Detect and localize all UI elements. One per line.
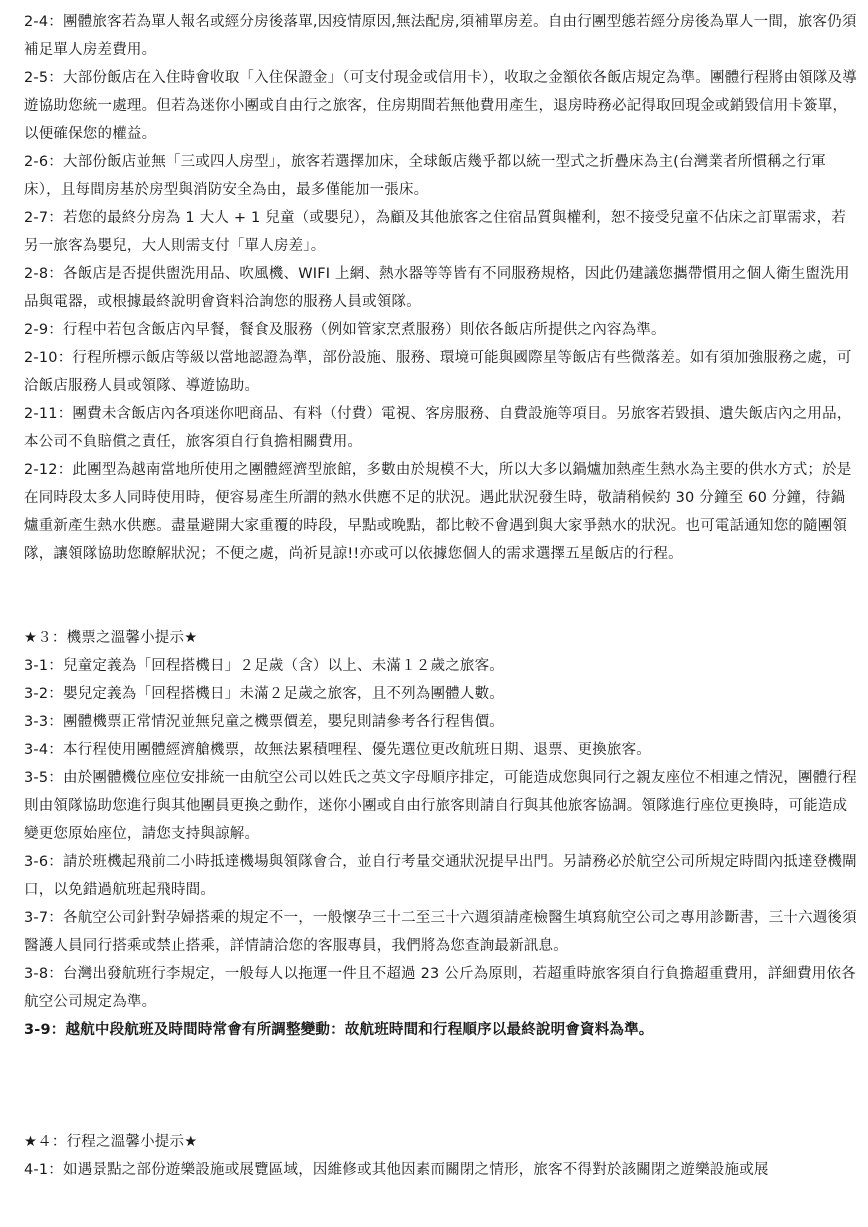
item-number: 2-6 bbox=[24, 154, 49, 170]
list-item: 3-7：各航空公司針對孕婦搭乘的規定不一，一般懷孕三十二至三十六週須請產檢醫生填寫航空公司之專用診斷書，三十六週後須醫護人員同行搭乘或禁止搭乘，詳情請洽您的客服專員，我們將為您查詢最新訊息。 bbox=[24, 910, 857, 954]
item-text: 團體旅客若為單人報名或經分房後落單,因疫情原因,無法配房,須補單房差。自由行團型態若經分房後為單人一間，旅客仍須補足單人房差費用。 bbox=[24, 14, 857, 58]
item-text: 行程中若包含飯店內早餐，餐食及服務（例如管家烹煮服務）則依各飯店所提供之內容為準。 bbox=[63, 322, 666, 338]
item-number: 2-5 bbox=[24, 70, 49, 86]
section2-list bbox=[24, 8, 860, 568]
list-item: 2-6：大部份飯店並無「三或四人房型」，旅客若選擇加床，全球飯店幾乎都以統一型式之折疊床為主(台灣業者所慣稱之行軍床），且每間房基於房型與消防安全為由，最多僅能加一張床。 bbox=[24, 154, 827, 198]
item-number: 2-12 bbox=[24, 462, 58, 478]
list-item: 4-1：如遇景點之部份遊樂設施或展覽區域，因維修或其他因素而關閉之情形，旅客不得對於該關閉之遊樂設施或展 bbox=[24, 1162, 769, 1178]
item-number: 4-1 bbox=[24, 1162, 49, 1178]
list-item: 3-5：由於團體機位座位安排統一由航空公司以姓氏之英文字母順序排定，可能造成您與同行之親友座位不相連之情況，團體行程則由領隊協助您進行與其他團員更換之動作，迷你小團或自由行旅客則請自行與其他旅客協調。領隊進行座位更換時，可能造成變更您原始座位，請您支持與諒解。 bbox=[24, 770, 857, 842]
item-number: 2-10 bbox=[24, 350, 58, 366]
list-item: 3-1：兒童定義為「回程搭機日」２足歲（含）以上、未滿１２歲之旅客。 bbox=[24, 658, 504, 674]
item-number: 3-8 bbox=[24, 966, 49, 982]
item-number: 3-3 bbox=[24, 714, 49, 730]
item-text: 各飯店是否提供盥洗用品、吹風機、WIFI 上網、熱水器等等皆有不同服務規格，因此仍建議您攜帶慣用之個人衛生盥洗用品與電器，或根據最終說明會資料洽詢您的服務人員或領隊。 bbox=[24, 266, 850, 310]
list-item: 2-4：團體旅客若為單人報名或經分房後落單,因疫情原因,無法配房,須補單房差。自由行團型態若經分房後為單人一間，旅客仍須補足單人房差費用。 bbox=[24, 14, 857, 58]
document-page bbox=[24, 8, 860, 1184]
list-item: 2-7：若您的最終分房為 1 大人 + 1 兒童（或嬰兒），為顧及其他旅客之住宿品質與權利，恕不接受兒童不佔床之訂單需求，若另一旅客為嬰兒，大人則需支付「單人房差」。 bbox=[24, 210, 846, 254]
item-text: 越航中段航班及時間時常會有所調整變動：故航班時間和行程順序以最終說明會資料為準。 bbox=[65, 1022, 654, 1038]
item-number: 3-2 bbox=[24, 686, 49, 702]
spacer bbox=[24, 568, 860, 624]
item-number: 3-5 bbox=[24, 770, 49, 786]
item-number: 2-7 bbox=[24, 210, 49, 226]
list-item: 2-9：行程中若包含飯店內早餐，餐食及服務（例如管家烹煮服務）則依各飯店所提供之內容為準。 bbox=[24, 322, 666, 338]
item-number: 2-4 bbox=[24, 14, 49, 30]
list-item: 2-11：團費未含飯店內各項迷你吧商品、有料（付費）電視、客房服務、自費設施等項目。另旅客若毀損、遺失飯店內之用品，本公司不負賠償之責任，旅客須自行負擔相關費用。 bbox=[24, 406, 852, 450]
item-text: 本行程使用團體經濟艙機票，故無法累積哩程、優先選位更改航班日期、退票、更換旅客。 bbox=[63, 742, 651, 758]
item-number: 3-7 bbox=[24, 910, 49, 926]
item-number: 3-1 bbox=[24, 658, 49, 674]
item-number: 3-9 bbox=[24, 1022, 51, 1038]
list-item: 3-9：越航中段航班及時間時常會有所調整變動：故航班時間和行程順序以最終說明會資料為準。 bbox=[24, 1022, 654, 1038]
list-item: 2-10：行程所標示飯店等級以當地認證為準，部份設施、服務、環境可能與國際星等飯店有些微落差。如有須加強服務之處，可洽飯店服務人員或領隊、導遊協助。 bbox=[24, 350, 852, 394]
item-number: 2-9 bbox=[24, 322, 49, 338]
item-number: 3-4 bbox=[24, 742, 49, 758]
item-text: 團費未含飯店內各項迷你吧商品、有料（付費）電視、客房服務、自費設施等項目。另旅客若毀損、遺失飯店內之用品，本公司不負賠償之責任，旅客須自行負擔相關費用。 bbox=[24, 406, 852, 450]
section-title: ★４：行程之溫馨小提示★ bbox=[24, 1134, 198, 1150]
item-text: 行程所標示飯店等級以當地認證為準，部份設施、服務、環境可能與國際星等飯店有些微落差。如有須加強服務之處，可洽飯店服務人員或領隊、導遊協助。 bbox=[24, 350, 852, 394]
item-number: 3-6 bbox=[24, 854, 49, 870]
item-text: 大部份飯店並無「三或四人房型」，旅客若選擇加床，全球飯店幾乎都以統一型式之折疊床為主(台灣業者所慣稱之行軍床），且每間房基於房型與消防安全為由，最多僅能加一張床。 bbox=[24, 154, 827, 198]
section-title: ★３：機票之溫馨小提示★ bbox=[24, 630, 198, 646]
list-item: 2-8：各飯店是否提供盥洗用品、吹風機、WIFI 上網、熱水器等等皆有不同服務規格，因此仍建議您攜帶慣用之個人衛生盥洗用品與電器，或根據最終說明會資料洽詢您的服務人員或領隊。 bbox=[24, 266, 850, 310]
item-text: 此團型為越南當地所使用之團體經濟型旅館，多數由於規模不大，所以大多以鍋爐加熱產生熱水為主要的供水方式；於是在同時段太多人同時使用時，便容易產生所謂的熱水供應不足的狀況。遇此狀況發生時，敬請稍候約 30 分鐘至 60 分鐘，待鍋爐重新產生熱水供應。盡量避開大家重覆的時段，早點或晚點，都比較不會遇到與大家爭熱水的狀況。也可電話通知您的隨團領隊，讓領隊協助您瞭解狀況；不便之處，尚祈見諒!!亦或可以依據您個人的需求選擇五星飯店的行程。 bbox=[24, 462, 852, 562]
item-number: 2-8 bbox=[24, 266, 49, 282]
list-item: 3-3：團體機票正常情況並無兒童之機票價差，嬰兒則請參考各行程售價。 bbox=[24, 714, 504, 730]
item-text: 請於班機起飛前二小時抵達機場與領隊會合，並自行考量交通狀況提早出門。另請務必於航空公司所規定時間內抵達登機閘口，以免錯過航班起飛時間。 bbox=[24, 854, 857, 898]
item-number: 2-11 bbox=[24, 406, 58, 422]
spacer bbox=[24, 1044, 860, 1128]
section3 bbox=[24, 624, 860, 1044]
item-text: 各航空公司針對孕婦搭乘的規定不一，一般懷孕三十二至三十六週須請產檢醫生填寫航空公司之專用診斷書，三十六週後須醫護人員同行搭乘或禁止搭乘，詳情請洽您的客服專員，我們將為您查詢最新訊息。 bbox=[24, 910, 857, 954]
item-text: 由於團體機位座位安排統一由航空公司以姓氏之英文字母順序排定，可能造成您與同行之親友座位不相連之情況，團體行程則由領隊協助您進行與其他團員更換之動作，迷你小團或自由行旅客則請自行與其他旅客協調。領隊進行座位更換時，可能造成變更您原始座位，請您支持與諒解。 bbox=[24, 770, 857, 842]
list-item: 2-12：此團型為越南當地所使用之團體經濟型旅館，多數由於規模不大，所以大多以鍋爐加熱產生熱水為主要的供水方式；於是在同時段太多人同時使用時，便容易產生所謂的熱水供應不足的狀況。遇此狀況發生時，敬請稍候約 30 分鐘至 60 分鐘，待鍋爐重新產生熱水供應。盡量避開大家重覆的時段，早點或晚點，都比較不會遇到與大家爭熱水的狀況。也可電話通知您的隨團領隊，讓領隊協助您瞭解狀況；不便之處，尚祈見諒!!亦或可以依據您個人的需求選擇五星飯店的行程。 bbox=[24, 462, 852, 562]
item-text: 團體機票正常情況並無兒童之機票價差，嬰兒則請參考各行程售價。 bbox=[63, 714, 504, 730]
section4 bbox=[24, 1128, 860, 1184]
item-text: 如遇景點之部份遊樂設施或展覽區域，因維修或其他因素而關閉之情形，旅客不得對於該關閉之遊樂設施或展 bbox=[63, 1162, 769, 1178]
list-item: 3-4：本行程使用團體經濟艙機票，故無法累積哩程、優先選位更改航班日期、退票、更換旅客。 bbox=[24, 742, 651, 758]
list-item: 3-8：台灣出發航班行李規定，一般每人以拖運一件且不超過 23 公斤為原則，若超重時旅客須自行負擔超重費用，詳細費用依各航空公司規定為準。 bbox=[24, 966, 856, 1010]
list-item: 3-6：請於班機起飛前二小時抵達機場與領隊會合，並自行考量交通狀況提早出門。另請務必於航空公司所規定時間內抵達登機閘口，以免錯過航班起飛時間。 bbox=[24, 854, 857, 898]
item-text: 嬰兒定義為「回程搭機日」未滿２足歲之旅客，且不列為團體人數。 bbox=[63, 686, 504, 702]
item-text: 大部份飯店在入住時會收取「入住保證金」（可支付現金或信用卡），收取之金額依各飯店規定為準。團體行程將由領隊及導遊協助您統一處理。但若為迷你小團或自由行之旅客，住房期間若無他費用產生，退房時務必記得取回現金或銷毀信用卡簽單，以便確保您的權益。 bbox=[24, 70, 857, 142]
list-item: 3-2：嬰兒定義為「回程搭機日」未滿２足歲之旅客，且不列為團體人數。 bbox=[24, 686, 504, 702]
item-text: 若您的最終分房為 1 大人 + 1 兒童（或嬰兒），為顧及其他旅客之住宿品質與權利，恕不接受兒童不佔床之訂單需求，若另一旅客為嬰兒，大人則需支付「單人房差」。 bbox=[24, 210, 846, 254]
list-item: 2-5：大部份飯店在入住時會收取「入住保證金」（可支付現金或信用卡），收取之金額依各飯店規定為準。團體行程將由領隊及導遊協助您統一處理。但若為迷你小團或自由行之旅客，住房期間若無他費用產生，退房時務必記得取回現金或銷毀信用卡簽單，以便確保您的權益。 bbox=[24, 70, 857, 142]
item-text: 台灣出發航班行李規定，一般每人以拖運一件且不超過 23 公斤為原則，若超重時旅客須自行負擔超重費用，詳細費用依各航空公司規定為準。 bbox=[24, 966, 856, 1010]
item-text: 兒童定義為「回程搭機日」２足歲（含）以上、未滿１２歲之旅客。 bbox=[63, 658, 504, 674]
